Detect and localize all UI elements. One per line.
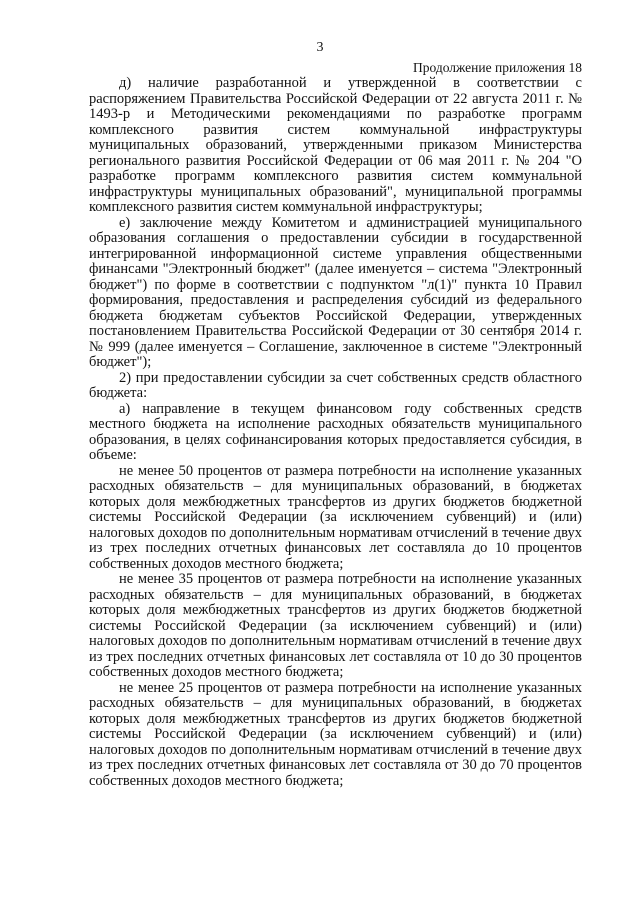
paragraph-share-50: не менее 50 процентов от размера потребности на исполнение указанных расходных обязательств – для муниципальных образований, в бюджетах которых доля межбюджетных трансфертов из других бюджетов бюджетной системы Российской Федерации (за исключением субвенций) и (или) налоговых доходов по дополнительным нормативам отчислений в течение двух из трех последних отчетных финансовых лет составляла до 10 процентов собственных доходов местного бюджета; — [89, 462, 582, 572]
document-body — [89, 76, 582, 789]
paragraph-share-25: не менее 25 процентов от размера потребности на исполнение указанных расходных обязательств – для муниципальных образований, в бюджетах которых доля межбюджетных трансфертов из других бюджетов бюджетной системы Российской Федерации (за исключением субвенций) и (или) налоговых доходов по дополнительным нормативам отчислений в течение двух из трех последних отчетных финансовых лет составляла от 30 до 70 процентов собственных доходов местного бюджета; — [89, 679, 582, 789]
continuation-label: Продолжение приложения 18 — [412, 60, 582, 75]
paragraph-item-2: 2) при предоставлении субсидии за счет собственных средств областного бюджета: — [89, 369, 582, 401]
page-number: 3 — [316, 40, 324, 55]
paragraph-item-d: д) наличие разработанной и утвержденной в соответствии с распоряжением Правительства Российской Федерации от 22 августа 2011 г. № 1493-р и Методическими рекомендациями по разработке программ комплексного развития систем коммунальной инфраструктуры муниципальных образований, утвержденными приказом Министерства регионального развития Российской Федерации от 06 мая 2011 г. № 204 "О разработке программ комплексного развития систем коммунальной инфраструктуры муниципальных образований", муниципальной программы комплексного развития систем коммунальной инфраструктуры; — [89, 75, 582, 215]
paragraph-item-e: е) заключение между Комитетом и администрацией муниципального образования соглашения о предоставлении субсидии в государственной интегрированной информационной системе управления общественными финансами "Электронный бюджет" (далее именуется – система "Электронный бюджет") по форме в соответствии с подпунктом "л(1)" пункта 10 Правил формирования, предоставления и распределения субсидий из федерального бюджета бюджетам субъектов Российской Федерации, утвержденных постановлением Правительства Российской Федерации от 30 сентября 2014 г. № 999 (далее именуется – Соглашение, заключенное в системе "Электронный бюджет"); — [89, 214, 582, 370]
paragraph-share-35: не менее 35 процентов от размера потребности на исполнение указанных расходных обязательств – для муниципальных образований, в бюджетах которых доля межбюджетных трансфертов из других бюджетов бюджетной системы Российской Федерации (за исключением субвенций) и (или) налоговых доходов по дополнительным нормативам отчислений в течение двух из трех последних отчетных финансовых лет составляла от 10 до 30 процентов собственных доходов местного бюджета; — [89, 571, 582, 680]
paragraph-item-a: а) направление в текущем финансовом году собственных средств местного бюджета на исполнение расходных обязательств муниципального образования, в целях софинансирования которых предоставляется субсидия, в объеме: — [89, 400, 582, 463]
